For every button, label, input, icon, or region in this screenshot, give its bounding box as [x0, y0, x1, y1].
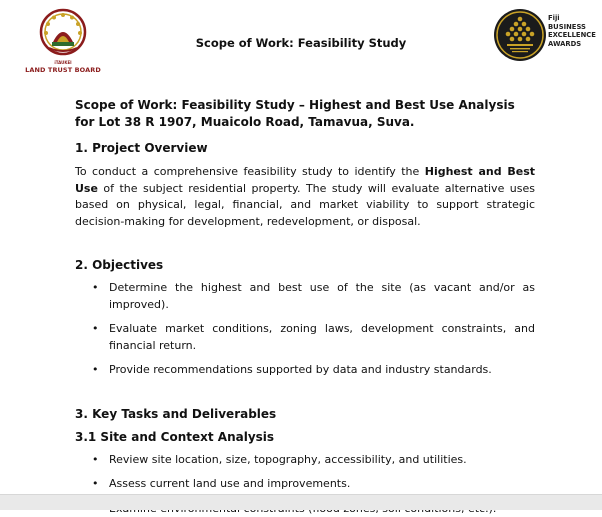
overview-paragraph [75, 164, 535, 230]
list-item-text: Review site location, size, topography, accessibility, and utilities. [109, 453, 467, 466]
overview-bold-term: Highest and Best Use [75, 165, 535, 195]
list-item [75, 362, 535, 379]
itaukei-emblem-icon [39, 8, 87, 58]
awards-label-line: BUSINESS [548, 23, 600, 32]
page-header-title: Scope of Work: Feasibility Study [0, 36, 602, 50]
bullet-icon: • [92, 452, 99, 469]
overview-text-end: of the subject residential property. The study will evaluate alternative uses based on physical, legal, financial, and market viability to support strategic decision-making for development, redevelopment, or disposal. [75, 182, 535, 228]
business-excellence-awards-logo [493, 8, 601, 64]
horizontal-scrollbar[interactable] [0, 494, 602, 510]
awards-label-line: EXCELLENCE [548, 31, 600, 40]
list-item-text: Determine the highest and best use of the site (as vacant and/or as improved). [109, 281, 535, 311]
bullet-icon: • [92, 280, 99, 297]
list-item [75, 476, 535, 493]
bullet-icon: • [92, 476, 99, 493]
logo-small-caption: iTAUKEI [24, 60, 102, 65]
awards-label-line: AWARDS [548, 40, 600, 49]
awards-emblem-icon [493, 8, 547, 62]
list-item-text: Provide recommendations supported by data and industry standards. [109, 363, 492, 376]
list-item-text: Evaluate market conditions, zoning laws, development constraints, and financial return. [109, 322, 535, 352]
list-item [75, 452, 535, 469]
overview-text-start: To conduct a comprehensive feasibility study to identify the [75, 165, 425, 178]
section-heading-objectives: 2. Objectives [75, 258, 535, 272]
subsection-heading-site-analysis: 3.1 Site and Context Analysis [75, 430, 535, 444]
bullet-icon: • [92, 362, 99, 379]
section-heading-tasks: 3. Key Tasks and Deliverables [75, 407, 535, 421]
document-title: Scope of Work: Feasibility Study – Highest and Best Use Analysis for Lot 38 R 1907, Muaicolo Road, Tamavua, Suva. [75, 97, 535, 131]
objectives-list [75, 280, 535, 379]
document-body [75, 97, 535, 517]
section-heading-overview: 1. Project Overview [75, 141, 535, 155]
logo-caption: LAND TRUST BOARD [24, 66, 102, 74]
awards-label [548, 14, 600, 48]
list-item-text: Assess current land use and improvements. [109, 477, 350, 490]
list-item [75, 321, 535, 354]
bullet-icon: • [92, 321, 99, 338]
awards-label-line: Fiji [548, 14, 600, 23]
list-item [75, 280, 535, 313]
